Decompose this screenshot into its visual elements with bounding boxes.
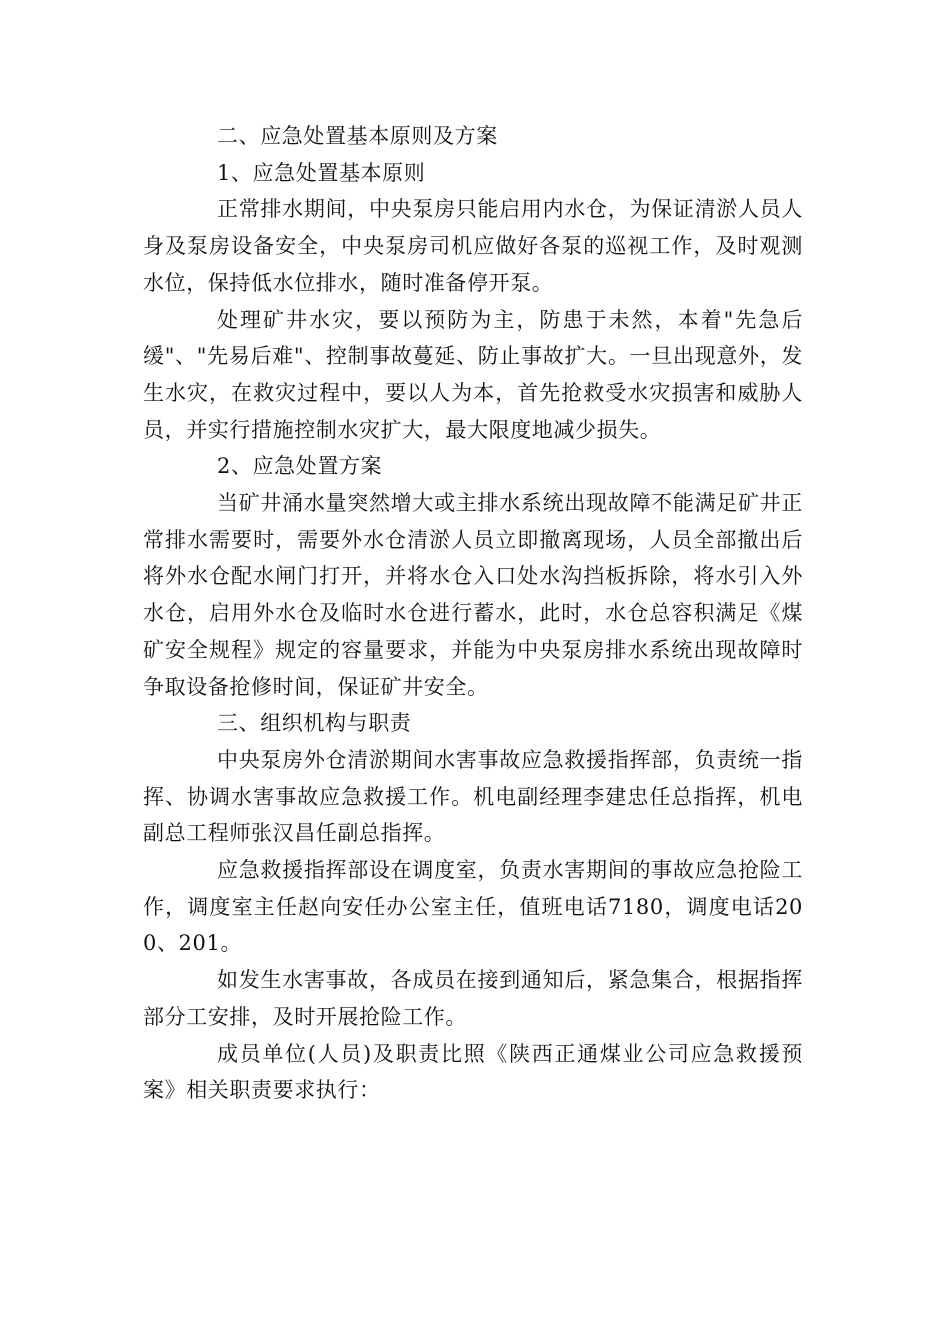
document-body [143,118,803,1109]
paragraph-dispatch-office: 应急救援指挥部设在调度室，负责水害期间的事故应急抢险工作，调度室主任赵向安任办公室主任，值班电话7180，调度电话200、201。 [143,858,803,956]
paragraph-member-duties: 成员单位(人员)及职责比照《陕西正通煤业公司应急救援预案》相关职责要求执行： [143,1041,803,1103]
subsection-heading-basic-principles: 1、应急处置基本原则 [217,160,426,185]
paragraph-response-plan: 当矿井涌水量突然增大或主排水系统出现故障不能满足矿井正常排水需要时，需要外水仓清淤人员立即撤离现场，人员全部撤出后将外水仓配水闸门打开，并将水仓入口处水沟挡板拆除，将水引入外水仓，启用外水仓及临时水仓进行蓄水，此时，水仓总容积满足《煤矿安全规程》规定的容量要求，并能为中央泵房排水系统出现故障时争取设备抢修时间，保证矿井安全。 [143,491,803,699]
section-heading-emergency-principles-and-plan: 二、应急处置基本原则及方案 [217,124,498,148]
paragraph-flood-handling: 处理矿井水灾，要以预防为主，防患于未然，本着"先急后缓"、"先易后难"、控制事故蔓延、防止事故扩大。一旦出现意外，发生水灾，在救灾过程中，要以人为本，首先抢救受水灾损害和威胁人员，并实行措施控制水灾扩大，最大限度地减少损失。 [143,307,803,442]
paragraph-assembly: 如发生水害事故，各成员在接到通知后，紧急集合，根据指挥部分工安排，及时开展抢险工作。 [143,968,803,1029]
subsection-heading-response-plan: 2、应急处置方案 [217,454,383,479]
paragraph-normal-drainage: 正常排水期间，中央泵房只能启用内水仓，为保证清淤人员人身及泵房设备安全，中央泵房司机应做好各泵的巡视工作，及时观测水位，保持低水位排水，随时准备停开泵。 [143,197,803,295]
section-heading-organization-and-duties: 三、组织机构与职责 [217,711,412,736]
paragraph-command-center: 中央泵房外仓清淤期间水害事故应急救援指挥部，负责统一指挥、协调水害事故应急救援工作。机电副经理李建忠任总指挥，机电副总工程师张汉昌任副总指挥。 [143,747,803,846]
